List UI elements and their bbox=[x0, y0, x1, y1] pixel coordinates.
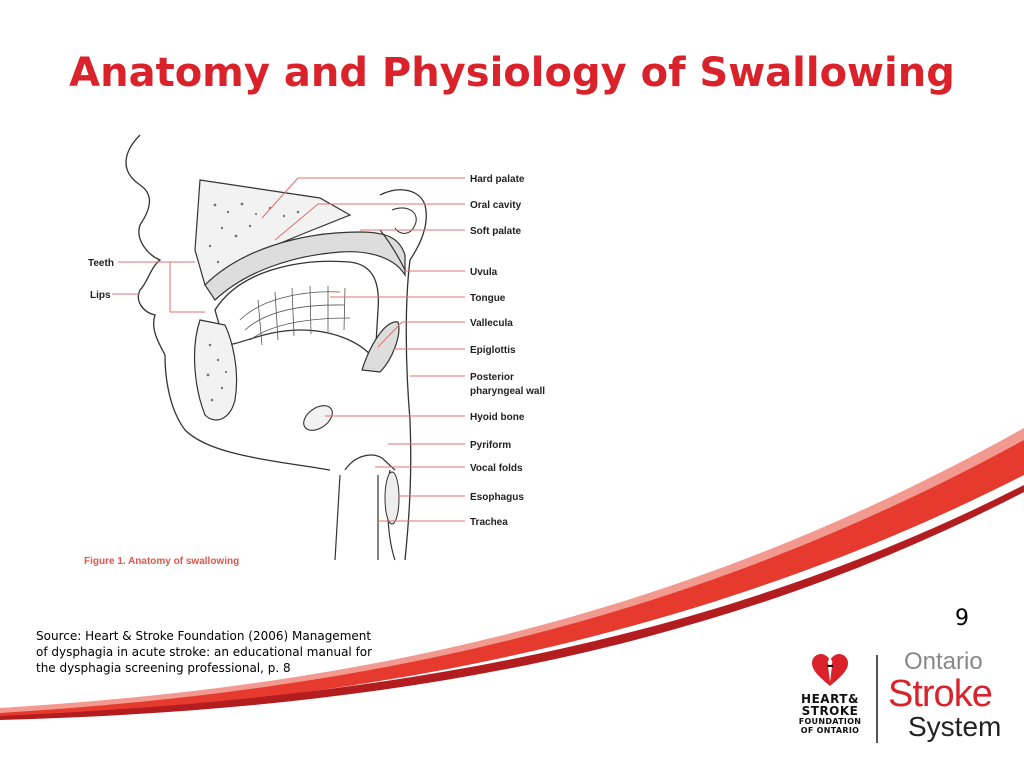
vocal-fold-line bbox=[345, 455, 395, 470]
hsf-line-1: HEART& bbox=[801, 692, 859, 706]
label-lips: Lips bbox=[90, 290, 111, 301]
figure-caption: Figure 1. Anatomy of swallowing bbox=[84, 556, 240, 567]
label-uvula: Uvula bbox=[470, 267, 498, 278]
hsf-line-3: FOUNDATION bbox=[798, 717, 862, 726]
label-posterior: Posterior bbox=[470, 372, 514, 383]
hsf-line-4: OF ONTARIO bbox=[800, 726, 860, 735]
oss-system-text: System bbox=[908, 711, 1002, 742]
oss-ontario-text: Ontario bbox=[904, 648, 983, 675]
ontario-stroke-system-logo bbox=[888, 648, 1001, 742]
label-vocal-folds: Vocal folds bbox=[470, 463, 523, 474]
logo-divider bbox=[876, 655, 878, 743]
label-trachea: Trachea bbox=[470, 517, 508, 528]
oss-stroke-text: Stroke bbox=[888, 673, 992, 715]
source-citation bbox=[36, 628, 406, 676]
label-pharyngeal-wall: pharyngeal wall bbox=[470, 386, 546, 397]
label-pyriform: Pyriform bbox=[470, 440, 512, 451]
label-oral-cavity: Oral cavity bbox=[470, 200, 522, 211]
source-line: Source: Heart & Stroke Foundation (2006) Management bbox=[36, 629, 372, 643]
heart-stroke-foundation-logo bbox=[790, 652, 870, 735]
source-line: the dysphagia screening professional, p. 8 bbox=[36, 661, 291, 675]
label-epiglottis: Epiglottis bbox=[470, 345, 516, 356]
left-leader-lines bbox=[112, 262, 205, 312]
source-line: of dysphagia in acute stroke: an educational manual for bbox=[36, 645, 373, 659]
page-number: 9 bbox=[955, 606, 969, 631]
label-hard-palate: Hard palate bbox=[470, 174, 525, 185]
label-hyoid-bone: Hyoid bone bbox=[470, 412, 525, 423]
slide-title: Anatomy and Physiology of Swallowing bbox=[69, 50, 955, 96]
esophagus-lumen bbox=[385, 472, 399, 524]
heart-torch-icon bbox=[810, 652, 850, 688]
label-vallecula: Vallecula bbox=[470, 318, 513, 329]
label-tongue: Tongue bbox=[470, 293, 506, 304]
hyoid-bone bbox=[299, 401, 337, 436]
label-esophagus: Esophagus bbox=[470, 492, 524, 503]
hsf-line-2: STROKE bbox=[801, 704, 859, 718]
trachea-front-wall bbox=[335, 475, 340, 560]
label-soft-palate: Soft palate bbox=[470, 226, 522, 237]
label-teeth: Teeth bbox=[88, 258, 114, 269]
